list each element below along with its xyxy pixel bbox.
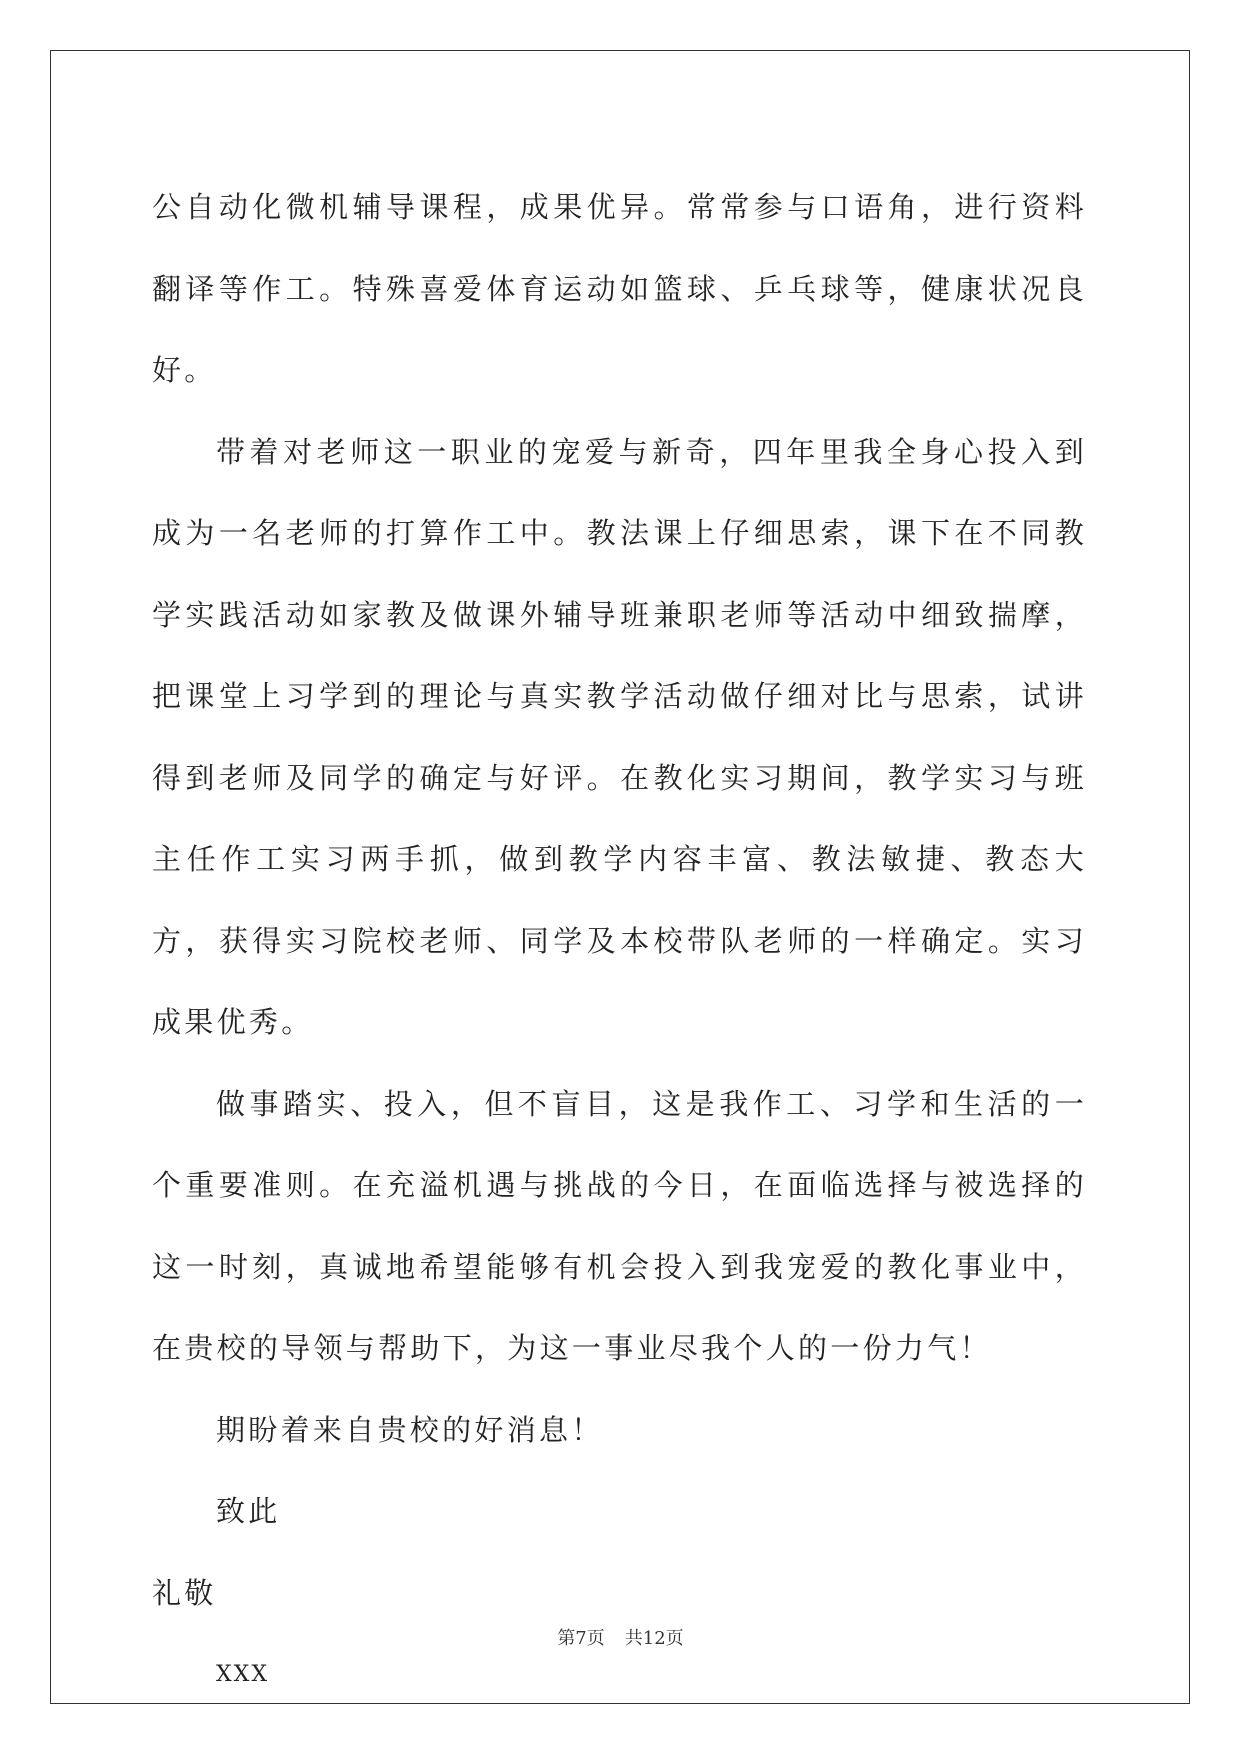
- salutation: 礼敬: [152, 1575, 217, 1610]
- letter-body: [152, 167, 1087, 1716]
- page-total: 共12页: [624, 1628, 684, 1649]
- paragraph-continuation: 公自动化微机辅导课程，成果优异。常常参与口语角，进行资料翻译等作工。特殊喜爱体育运动如篮球、乒乓球等，健康状况良好。: [152, 190, 1087, 387]
- paragraph-principles: 做事踏实、投入，但不盲目，这是我作工、习学和生活的一个重要准则。在充溢机遇与挑战的今日，在面临选择与被选择的这一时刻，真诚地希望能够有机会投入到我宠爱的教化事业中，在贵校的导领与帮助下，为这一事业尽我个人的一份力气！: [152, 1086, 1087, 1365]
- closing-phrase: 致此: [216, 1494, 281, 1528]
- paragraph-teaching: 带着对老师这一职业的宠爱与新奇，四年里我全身心投入到成为一名老师的打算作工中。教法课上仔细思索，课下在不同教学实践活动如家教及做课外辅导班兼职老师等活动中细致揣摩，把课堂上习学到的理论与真实教学活动做仔细对比与思索，试讲得到老师及同学的确定与好评。在教化实习期间，教学实习与班主任作工实习两手抓，做到教学内容丰富、教法敏捷、教态大方，获得实习院校老师、同学及本校带队老师的一样确定。实习成果优秀。: [152, 434, 1087, 1039]
- paragraph-expectation: 期盼着来自贵校的好消息！: [216, 1412, 604, 1447]
- signature: XXX: [216, 1662, 269, 1687]
- page-number: 第7页: [557, 1628, 605, 1649]
- page-footer: [0, 1624, 1241, 1650]
